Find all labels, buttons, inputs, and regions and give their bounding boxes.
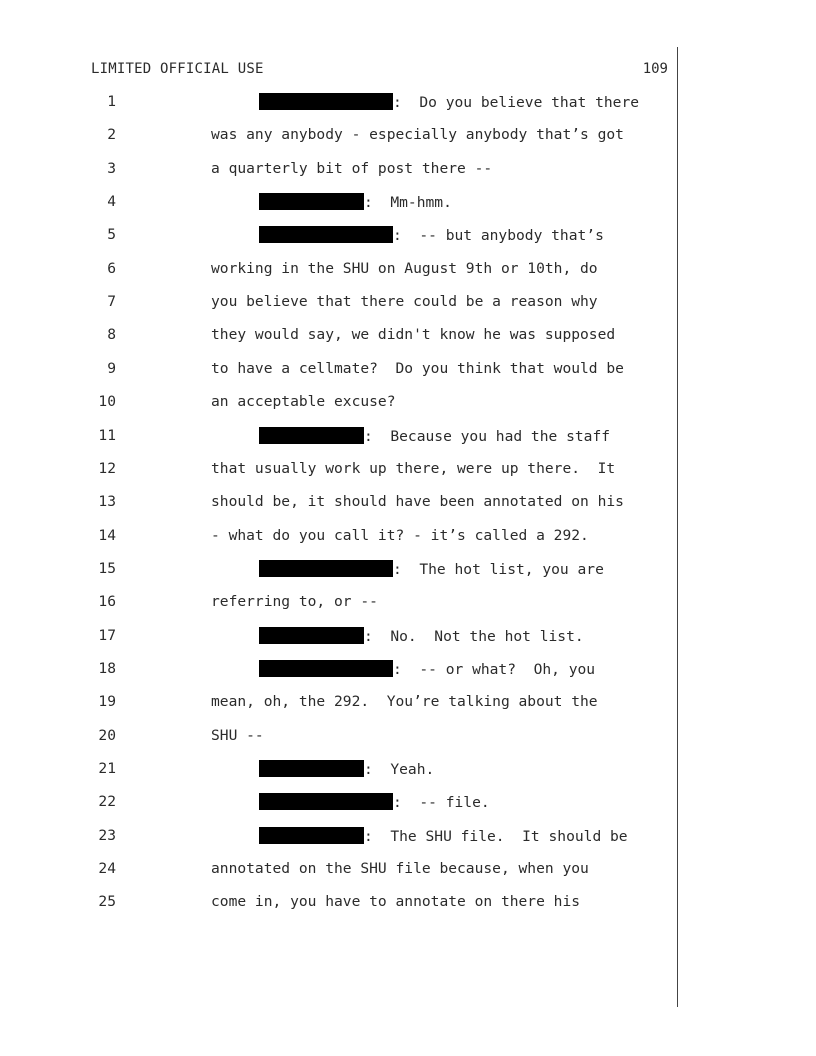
speaker-redaction (259, 226, 393, 243)
transcript-line (0, 760, 816, 780)
classification-header: LIMITED OFFICIAL USE (91, 61, 264, 77)
line-text: referring to, or -- (211, 593, 378, 610)
line-text-wrap (259, 793, 490, 811)
line-text-wrap (211, 360, 624, 377)
line-text: to have a cellmate? Do you think that would be (211, 360, 624, 377)
line-number: 6 (107, 260, 116, 277)
line-text: : Mm-hmm. (364, 194, 452, 211)
line-text: mean, oh, the 292. You’re talking about the (211, 693, 598, 710)
page-number: 109 (642, 61, 668, 77)
speaker-redaction (259, 660, 393, 677)
line-text-wrap (211, 393, 396, 410)
line-number: 17 (98, 627, 116, 644)
transcript-line (0, 793, 816, 813)
line-text: : Do you believe that there (393, 94, 640, 111)
transcript-line (0, 893, 816, 913)
transcript-line (0, 160, 816, 180)
line-text-wrap (211, 293, 598, 310)
line-text: - what do you call it? - it’s called a 292. (211, 527, 589, 544)
transcript-line (0, 293, 816, 313)
line-text: should be, it should have been annotated on his (211, 493, 624, 510)
line-number: 9 (107, 360, 116, 377)
transcript-line (0, 193, 816, 213)
line-number: 2 (107, 126, 116, 143)
line-text: SHU -- (211, 727, 264, 744)
line-text-wrap (211, 593, 378, 610)
line-number: 15 (98, 560, 116, 577)
transcript-line (0, 627, 816, 647)
transcript-line (0, 693, 816, 713)
transcript-line (0, 593, 816, 613)
speaker-redaction (259, 627, 364, 644)
line-text: : Because you had the staff (364, 428, 611, 445)
line-text-wrap (211, 260, 598, 277)
line-number: 12 (98, 460, 116, 477)
transcript-line (0, 93, 816, 113)
line-text-wrap (259, 760, 434, 778)
line-text-wrap (259, 560, 604, 578)
speaker-redaction (259, 193, 364, 210)
line-number: 18 (98, 660, 116, 677)
transcript-line (0, 527, 816, 547)
line-number: 25 (98, 893, 116, 910)
transcript-line (0, 727, 816, 747)
line-text-wrap (259, 226, 604, 244)
line-text: : -- but anybody that’s (393, 227, 604, 244)
line-text-wrap (259, 660, 595, 678)
line-number: 3 (107, 160, 116, 177)
line-text: that usually work up there, were up there. It (211, 460, 616, 477)
line-number: 5 (107, 226, 116, 243)
line-number: 24 (98, 860, 116, 877)
line-text-wrap (211, 160, 492, 177)
line-text: a quarterly bit of post there -- (211, 160, 493, 177)
line-number: 11 (98, 427, 116, 444)
line-text-wrap (211, 460, 615, 477)
line-text: : -- file. (393, 794, 490, 811)
speaker-redaction (259, 560, 393, 577)
line-text: an acceptable excuse? (211, 393, 396, 410)
line-text-wrap (211, 493, 624, 510)
line-text: : No. Not the hot list. (364, 628, 584, 645)
line-text: was any anybody - especially anybody that’s got (211, 126, 624, 143)
transcript-line (0, 260, 816, 280)
line-text-wrap (211, 126, 624, 143)
transcript-line (0, 660, 816, 680)
transcript-line (0, 860, 816, 880)
line-text-wrap (211, 893, 580, 910)
line-number: 13 (98, 493, 116, 510)
line-text-wrap (259, 427, 610, 445)
line-text: working in the SHU on August 9th or 10th, do (211, 260, 598, 277)
line-text-wrap (259, 93, 639, 111)
line-text-wrap (259, 193, 452, 211)
line-text-wrap (211, 527, 589, 544)
line-number: 4 (107, 193, 116, 210)
line-number: 16 (98, 593, 116, 610)
speaker-redaction (259, 93, 393, 110)
line-text-wrap (211, 693, 598, 710)
line-text-wrap (211, 727, 264, 744)
line-number: 23 (98, 827, 116, 844)
line-text: they would say, we didn't know he was supposed (211, 326, 616, 343)
transcript-line (0, 326, 816, 346)
line-text: you believe that there could be a reason why (211, 293, 598, 310)
speaker-redaction (259, 427, 364, 444)
line-text: come in, you have to annotate on there his (211, 893, 581, 910)
line-text-wrap (211, 860, 589, 877)
line-text: : The hot list, you are (393, 561, 604, 578)
line-number: 8 (107, 326, 116, 343)
line-text: : Yeah. (364, 761, 435, 778)
line-text-wrap (259, 827, 628, 845)
line-number: 22 (98, 793, 116, 810)
transcript-line (0, 126, 816, 146)
transcript-line (0, 827, 816, 847)
line-text: : -- or what? Oh, you (393, 661, 596, 678)
line-text-wrap (211, 326, 615, 343)
line-number: 7 (107, 293, 116, 310)
line-text: : The SHU file. It should be (364, 828, 628, 845)
speaker-redaction (259, 760, 364, 777)
speaker-redaction (259, 827, 364, 844)
line-number: 1 (107, 93, 116, 110)
line-number: 10 (98, 393, 116, 410)
line-number: 20 (98, 727, 116, 744)
transcript-line (0, 393, 816, 413)
line-number: 21 (98, 760, 116, 777)
transcript-line (0, 560, 816, 580)
transcript-line (0, 226, 816, 246)
line-text: annotated on the SHU file because, when you (211, 860, 589, 877)
line-number: 14 (98, 527, 116, 544)
speaker-redaction (259, 793, 393, 810)
line-text-wrap (259, 627, 584, 645)
transcript-line (0, 427, 816, 447)
line-number: 19 (98, 693, 116, 710)
transcript-line (0, 493, 816, 513)
transcript-line (0, 360, 816, 380)
transcript-line (0, 460, 816, 480)
